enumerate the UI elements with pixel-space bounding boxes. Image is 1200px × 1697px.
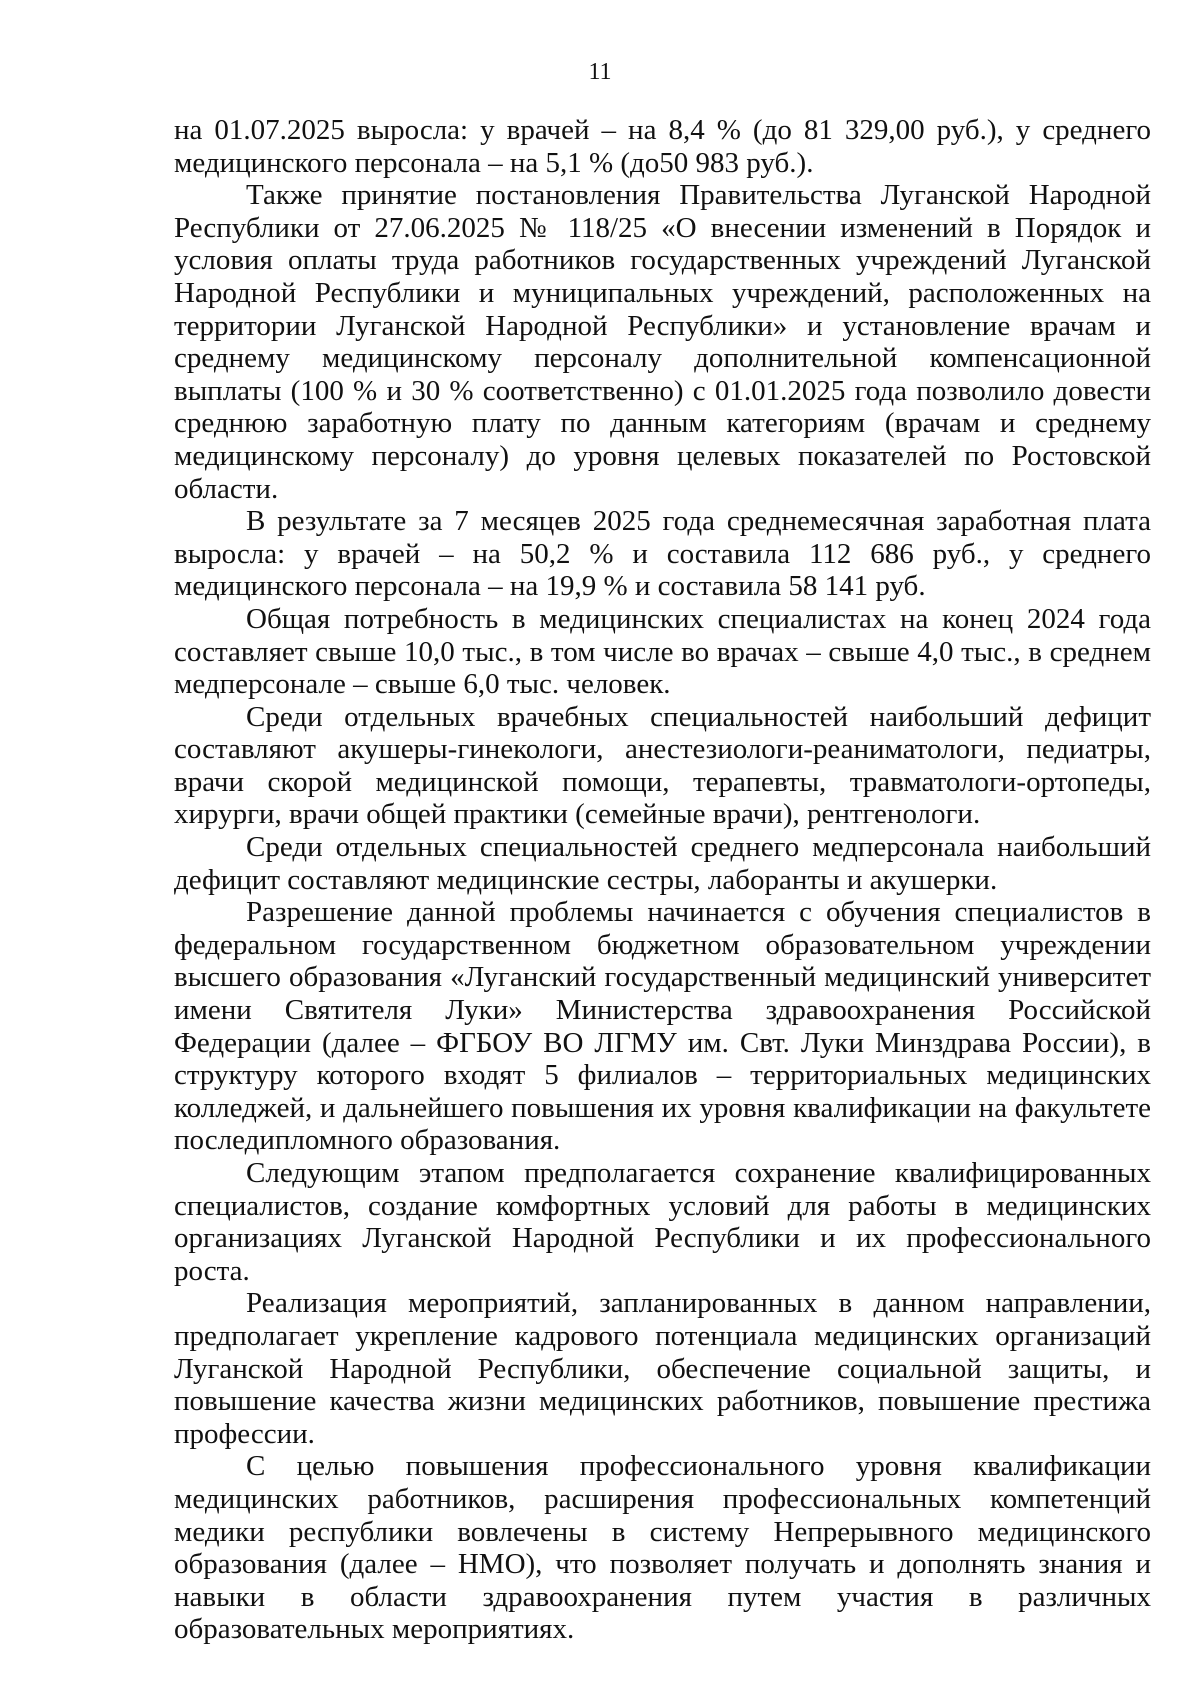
paragraph-8: Следующим этапом предполагается сохранение квалифицированных специалистов, создание комфортных условий для работы в медицинских организациях Луганской Народной Республики и их профессионального роста. [174, 1157, 1151, 1287]
page-number: 11 [588, 59, 612, 85]
paragraph-7: Разрешение данной проблемы начинается с обучения специалистов в федеральном государственном бюджетном образовательном учреждении высшего образования «Луганский государственный медицинский университет имени Святителя Луки» Министерства здравоохранения Российской Федерации (далее – ФГБОУ ВО ЛГМУ им. Свт. Луки Минздрава России), в структуру которого входят 5 филиалов – территориальных медицинских колледжей, и дальнейшего повышения их уровня квалификации на факультете последипломного образования. [174, 896, 1151, 1157]
paragraph-6: Среди отдельных специальностей среднего медперсонала наибольший дефицит составляют медицинские сестры, лаборанты и акушерки. [174, 831, 1151, 896]
paragraph-10: С целью повышения профессионального уровня квалификации медицинских работников, расширения профессиональных компетенций медики республики вовлечены в систему Непрерывного медицинского образования (далее – НМО), что позволяет получать и дополнять знания и навыки в области здравоохранения путем участия в различных образовательных мероприятиях. [174, 1450, 1151, 1646]
document-body [174, 114, 1151, 1646]
paragraph-5: Среди отдельных врачебных специальностей наибольший дефицит составляют акушеры-гинекологи, анестезиологи-реаниматологи, педиатры, врачи скорой медицинской помощи, терапевты, травматологи-ортопеды, хирурги, врачи общей практики (семейные врачи), рентгенологи. [174, 700, 1151, 831]
paragraph-3: В результате за 7 месяцев 2025 года среднемесячная заработная плата выросла: у врачей – на 50,2 % и составила 112 686 руб., у среднего медицинского персонала – на 19,9 % и составила 58 141 руб. [174, 505, 1151, 603]
paragraph-4: Общая потребность в медицинских специалистах на конец 2024 года составляет свыше 10,0 тыс., в том числе во врачах – свыше 4,0 тыс., в среднем медперсонале – свыше 6,0 тыс. человек. [174, 602, 1151, 701]
paragraph-2: Также принятие постановления Правительства Луганской Народной Республики от 27.06.2025 № 118/25 «О внесении изменений в Порядок и условия оплаты труда работников государственных учреждений Луганской Народной Республики и муниципальных учреждений, расположенных на территории Луганской Народной Республики» и установление врачам и среднему медицинскому персоналу дополнительной компенсационной выплаты (100 % и 30 % соответственно) с 01.01.2025 года позволило довести среднюю заработную плату по данным категориям (врачам и среднему медицинскому персоналу) до уровня целевых показателей по Ростовской области. [174, 179, 1151, 505]
paragraph-9: Реализация мероприятий, запланированных в данном направлении, предполагает укрепление кадрового потенциала медицинских организаций Луганской Народной Республики, обеспечение социальной защиты, и повышение качества жизни медицинских работников, повышение престижа профессии. [174, 1287, 1151, 1450]
paragraph-1: на 01.07.2025 выросла: у врачей – на 8,4 % (до 81 329,00 руб.), у среднего медицинского персонала – на 5,1 % (до50 983 руб.). [174, 114, 1151, 179]
